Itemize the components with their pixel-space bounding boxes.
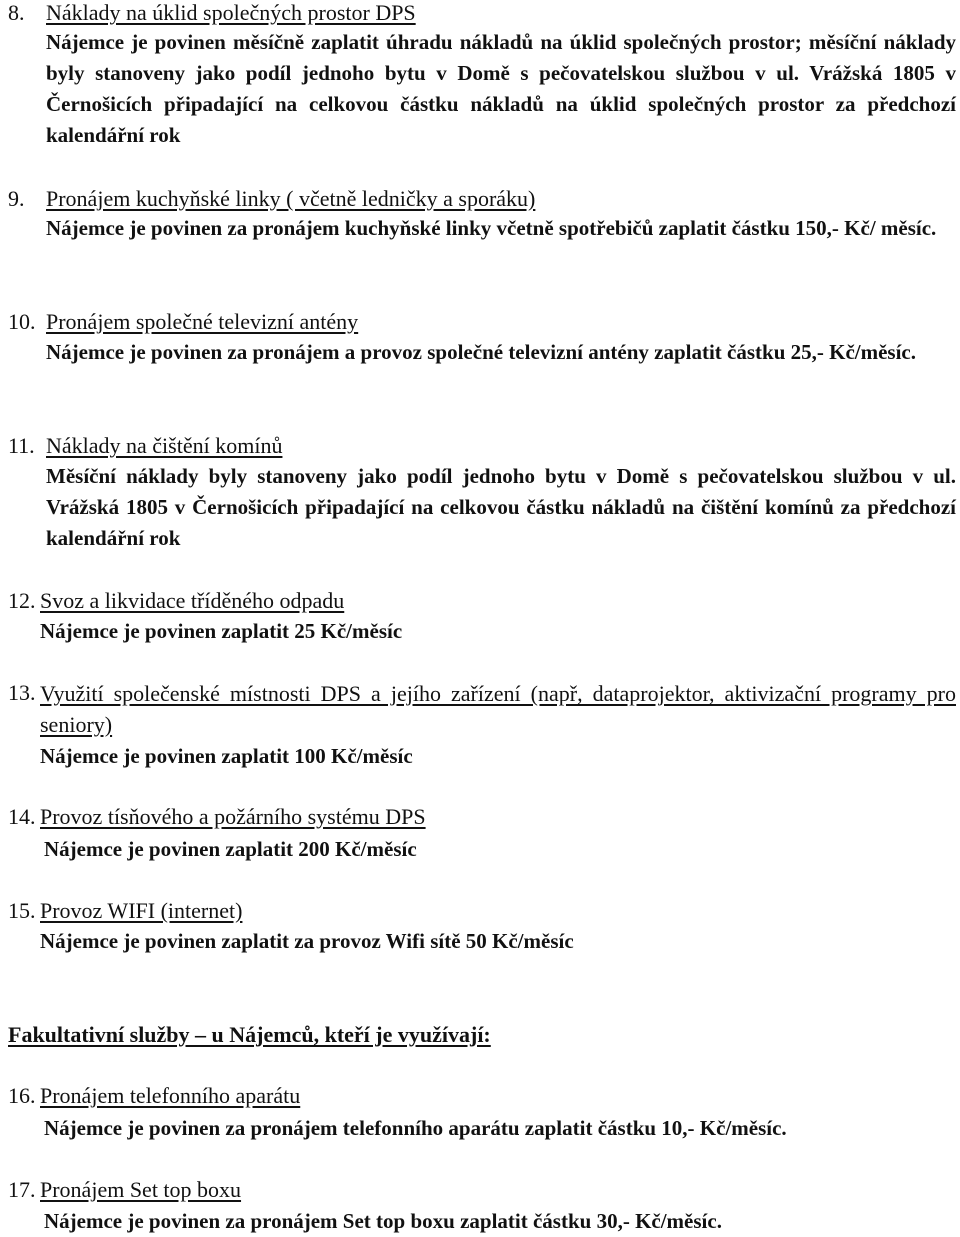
item-text: Nájemce je povinen za pronájem a provoz společné televizní antény zaplatit částku 25,- Kč/měsíc. [46, 340, 917, 364]
item-text: Nájemce je povinen zaplatit za provoz Wifi sítě 50 Kč/měsíc [40, 929, 574, 953]
item-title: Náklady na čištění komínů [46, 433, 283, 458]
item-number: 10. [8, 309, 36, 334]
item-number: 8. [8, 0, 25, 25]
item-title: Pronájem telefonního aparátu [40, 1083, 301, 1108]
item-title: Provoz tísňového a požárního systému DPS [40, 804, 426, 829]
item-title: Využití společenské místnosti DPS a jejího zařízení (např, dataprojektor, aktivizační programy pro seniory) [40, 681, 956, 737]
item-text: Nájemce je povinen za pronájem kuchyňské linky včetně spotřebičů zaplatit částku 150,- Kč/ měsíc. [46, 216, 937, 240]
item-title: Provoz WIFI (internet) [40, 898, 243, 923]
item-text: Nájemce je povinen zaplatit 100 Kč/měsíc [40, 744, 413, 768]
item-text: Nájemce je povinen měsíčně zaplatit úhradu nákladů na úklid společných prostor; měsíční náklady byly stanoveny jako podíl jednoho bytu v Domě s pečovatelskou službou v ul. Vrážská 1805 v Černošicích připadající na celkovou částku nákladů na úklid společných prostor za předchozí kalendářní rok [46, 30, 956, 147]
item-number: 12. [8, 588, 36, 613]
item-title: Náklady na úklid společných prostor DPS [46, 0, 416, 25]
item-number: 17. [8, 1177, 36, 1202]
item-title: Svoz a likvidace tříděného odpadu [40, 588, 345, 613]
item-text: Nájemce je povinen zaplatit 200 Kč/měsíc [44, 837, 417, 861]
item-title: Pronájem kuchyňské linky ( včetně ledničky a sporáku) [46, 186, 536, 211]
item-title: Pronájem společné televizní antény [46, 309, 359, 334]
item-number: 13. [8, 680, 36, 705]
item-text: Nájemce je povinen za pronájem Set top boxu zaplatit částku 30,- Kč/měsíc. [44, 1209, 722, 1233]
item-number: 11. [8, 433, 35, 458]
item-number: 9. [8, 186, 25, 211]
item-text: Měsíční náklady byly stanoveny jako podíl jednoho bytu v Domě s pečovatelskou službou v ul. Vrážská 1805 v Černošicích připadající na celkovou částku nákladů na čištění komínů za předchozí kalendářní rok [46, 464, 956, 550]
item-number: 15. [8, 898, 36, 923]
item-text: Nájemce je povinen zaplatit 25 Kč/měsíc [40, 619, 403, 643]
section-heading: Fakultativní služby – u Nájemců, kteří je využívají: [8, 1022, 491, 1047]
item-number: 16. [8, 1083, 36, 1108]
item-number: 14. [8, 804, 36, 829]
item-text: Nájemce je povinen za pronájem telefonního aparátu zaplatit částku 10,- Kč/měsíc. [44, 1116, 787, 1140]
item-title: Pronájem Set top boxu [40, 1177, 242, 1202]
